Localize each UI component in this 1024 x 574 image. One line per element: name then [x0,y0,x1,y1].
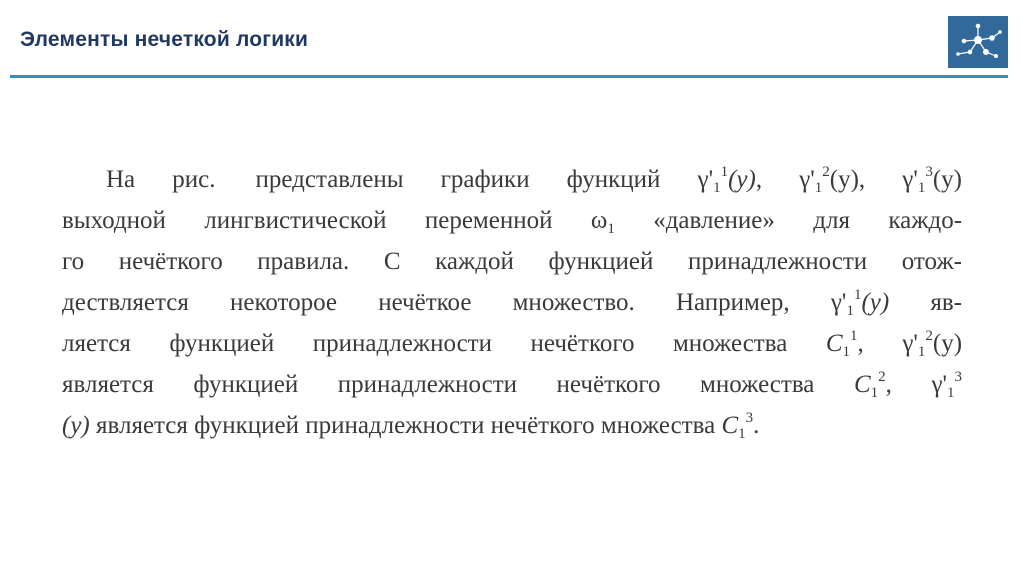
text-line-3: го нечёткого правила. С каждой функцией принадлежности отож- [62,248,962,275]
paragraph [62,159,962,446]
text-line-2: выходной лингвистической переменной $\omega_1$ «давление» для каждо- [62,207,963,237]
text-line-7: (y) является функцией принадлежности нечёткого множества $C_1^3$. [62,410,760,442]
molecule-network-icon [948,16,1008,68]
logo [948,16,1008,68]
text-line-6: является функцией принадлежности нечёткого множества $C_1^2$, $\gamma'_1^3$ [62,369,963,401]
slide-title: Элементы нечеткой логики [20,28,309,51]
text-line-4: дествляется некоторое нечёткое множество. Например, $\gamma'_1^1(y)$ яв- [62,287,963,319]
text-line-1: На рис. представлены графики функций $\gamma'_1^1(y)$, $\gamma'_1^2(у)$, $\gamma'_1^3(у)$ [106,164,962,196]
text-line-5: ляется функцией принадлежности нечёткого множества $C_1^1$, $\gamma'_1^2(у)$ [62,328,963,360]
title-divider [10,75,1008,78]
